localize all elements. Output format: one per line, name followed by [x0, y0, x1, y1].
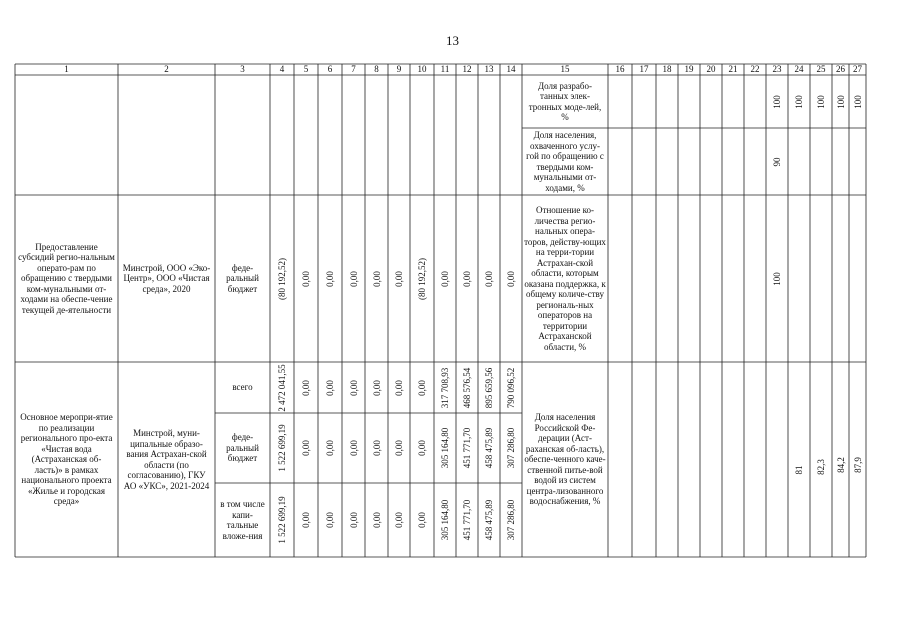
header-col-15	[522, 64, 608, 75]
water-value-r0-col-13: 895 659,56	[484, 367, 494, 408]
value-c26-water: 84,2	[835, 457, 846, 473]
indicator-regional-operators	[524, 195, 606, 362]
header-col-10	[410, 64, 434, 75]
header-col-5	[294, 64, 318, 75]
water-value-r2-col-5: 0,00	[301, 512, 311, 528]
header-col-20-text: 20	[706, 64, 716, 75]
water-value-r1-col-4: 1 522 699,19	[277, 424, 287, 472]
header-col-8-text: 8	[374, 64, 379, 75]
source-federal-budget-text: феде-ральный бюджет	[226, 262, 259, 294]
water-value-r2-col-11: 305 164,80	[440, 499, 450, 541]
header-col-21	[722, 64, 744, 75]
water-value-r2-col-7: 0,00	[348, 512, 359, 528]
header-col-12	[456, 64, 478, 75]
page-number: 13	[446, 33, 459, 48]
header-col-2	[118, 64, 215, 75]
subsidy-value-col-9: 0,00	[394, 270, 404, 287]
indicator-drinking-water-text: Доля населения Российской Фе-дерации (Аст-раханская об-ласть), обеспе-ченного каче-ственной питье-вой водой из систем центра-лизованного водоснабжения, %	[524, 412, 606, 507]
header-col-2-text: 2	[164, 64, 169, 75]
header-col-14	[500, 64, 522, 75]
header-col-22-text: 22	[750, 64, 760, 75]
water-value-r2-col-9: 0,00	[394, 512, 404, 528]
executor-subsidies	[121, 195, 212, 362]
header-col-3-text: 3	[240, 64, 245, 75]
subsidy-value-col-12: 0,00	[462, 270, 472, 287]
header-col-23	[766, 64, 788, 75]
water-value-r2-col-10: 0,00	[417, 512, 427, 528]
indicator-electronic-models	[524, 75, 606, 128]
source-row-1-text: феде-ральный бюджет	[226, 432, 259, 464]
water-value-r1-col-6: 0,00	[325, 440, 335, 456]
subsidy-value-col-5: 0,00	[301, 270, 311, 287]
header-col-27-text: 27	[853, 64, 862, 75]
header-col-1	[15, 64, 118, 75]
value-c26-electronic-models: 100	[835, 94, 846, 109]
header-col-12-text: 12	[462, 64, 472, 75]
subsidy-value-col-11: 0,00	[440, 270, 450, 287]
executor-clean-water-text: Минстрой, муни-ципальные образо-вания Астрахан-ской области (по согласованию), ГКУ АО «УКС», 2021-2024	[123, 428, 210, 491]
water-value-r2-col-12: 451 771,70	[462, 499, 472, 541]
source-row-2	[217, 483, 268, 557]
source-row-0-text: всего	[232, 382, 253, 393]
subsidy-value-col-8: 0,00	[371, 270, 382, 287]
activity-clean-water	[18, 362, 115, 557]
value-c24-electronic-models: 100	[794, 94, 804, 109]
header-col-16-text: 16	[615, 64, 625, 75]
header-col-9-text: 9	[396, 64, 402, 75]
header-col-3	[215, 64, 270, 75]
value-c25-water: 82,3	[816, 459, 826, 475]
water-value-r2-col-6: 0,00	[325, 512, 335, 528]
header-col-6-text: 6	[327, 64, 333, 75]
header-col-16	[608, 64, 632, 75]
value-c25-electronic-models: 100	[816, 94, 826, 109]
source-row-1	[217, 413, 268, 483]
header-col-24	[788, 64, 810, 75]
header-col-24-text: 24	[794, 64, 804, 75]
header-col-14-text: 14	[506, 64, 516, 75]
header-col-13-text: 13	[484, 64, 494, 75]
water-value-r0-col-11: 317 708,93	[440, 367, 450, 408]
subsidy-value-col-10: (80 192,52)	[417, 257, 427, 300]
header-col-7	[342, 64, 365, 75]
water-value-r0-col-8: 0,00	[371, 379, 382, 396]
subsidy-value-col-13: 0,00	[484, 270, 494, 287]
header-col-23-text: 23	[772, 64, 782, 75]
header-col-17-text: 17	[639, 64, 649, 75]
water-value-r2-col-4: 1 522 699,19	[277, 496, 287, 544]
water-value-r1-col-12: 451 771,70	[462, 427, 472, 469]
water-value-r0-col-4: 2 472 041,55	[277, 363, 287, 412]
header-col-9	[388, 64, 410, 75]
executor-clean-water	[121, 362, 212, 557]
header-col-25-text: 25	[816, 64, 826, 75]
indicator-regional-operators-text: Отношение ко-личества регио-нальных опера-торов, действу-ющих на терри-тории Астрахан-ской области, которым оказана поддержка, к общему количе-ству региональ-ных операторов на территории Астраханской области, %	[524, 205, 606, 352]
value-c23-regional-operators: 100	[772, 271, 782, 286]
water-value-r0-col-12: 468 576,54	[462, 367, 472, 408]
header-col-11-text: 11	[440, 64, 450, 75]
header-col-20	[700, 64, 722, 75]
value-c23-electronic-models: 100	[772, 94, 782, 109]
executor-subsidies-text: Минстрой, ООО «Эко-Центр», ООО «Чистая среда», 2020	[122, 262, 211, 294]
header-col-15-text: 15	[560, 64, 570, 75]
header-col-18	[656, 64, 678, 75]
water-value-r1-col-13: 458 475,89	[484, 427, 494, 469]
water-value-r2-col-13: 458 475,89	[484, 499, 494, 541]
activity-clean-water-text: Основное меропри-ятие по реализации регионального про-екта «Чистая вода (Астраханская об-ласть)» в рамках национального проекта «Жилье и городская среда»	[20, 412, 113, 507]
water-value-r2-col-14: 307 286,80	[506, 499, 516, 541]
header-col-25	[810, 64, 832, 75]
water-value-r1-col-7: 0,00	[348, 440, 359, 456]
header-col-26	[832, 64, 849, 75]
value-c27-water: 87,9	[852, 457, 863, 473]
water-value-r0-col-7: 0,00	[348, 379, 359, 396]
indicator-solid-waste-coverage-text: Доля населения, охваченного услу-гой по обращению с твердыми ком-мунальными от-ходами, %	[526, 130, 604, 193]
header-col-5-text: 5	[303, 64, 309, 75]
header-col-22	[744, 64, 766, 75]
subsidy-value-col-14: 0,00	[506, 270, 516, 287]
source-row-2-text: в том числе капи-тальные вложе-ния	[220, 499, 265, 541]
header-col-4	[270, 64, 294, 75]
header-col-6	[318, 64, 342, 75]
water-value-r1-col-8: 0,00	[371, 440, 382, 456]
indicator-solid-waste-coverage	[524, 128, 606, 195]
header-col-19-text: 19	[684, 64, 694, 75]
header-col-21-text: 21	[728, 64, 738, 75]
header-col-17	[632, 64, 656, 75]
header-col-19	[678, 64, 700, 75]
water-value-r0-col-6: 0,00	[325, 379, 335, 396]
source-federal-budget	[217, 195, 268, 362]
header-col-8	[365, 64, 388, 75]
header-col-18-text: 18	[662, 64, 672, 75]
water-value-r1-col-5: 0,00	[301, 440, 311, 456]
water-value-r0-col-10: 0,00	[417, 379, 427, 396]
value-c27-electronic-models: 100	[852, 94, 863, 109]
water-value-r2-col-8: 0,00	[371, 512, 382, 528]
water-value-r1-col-14: 307 286,80	[506, 427, 516, 469]
header-col-27	[849, 64, 866, 75]
header-col-11	[434, 64, 456, 75]
source-row-0	[217, 362, 268, 413]
water-value-r1-col-11: 305 164,80	[440, 427, 450, 469]
header-col-7-text: 7	[351, 64, 356, 75]
indicator-electronic-models-text: Доля разрабо-танных элек-тронных моде-лей, %	[528, 80, 602, 122]
value-c24-water: 81	[794, 465, 804, 475]
water-value-r1-col-9: 0,00	[394, 440, 404, 456]
water-value-r0-col-5: 0,00	[301, 379, 311, 396]
water-value-r0-col-14: 790 096,52	[506, 367, 516, 408]
subsidy-value-col-6: 0,00	[325, 270, 335, 287]
header-col-13	[478, 64, 500, 75]
indicator-drinking-water	[524, 362, 606, 557]
water-value-r1-col-10: 0,00	[417, 440, 427, 456]
activity-subsidies	[18, 195, 115, 362]
activity-subsidies-text: Предоставление субсидий регио-нальным операто-рам по обращению с твердыми ком-мунальными от-ходами на обеспе-чение текущей де-ятельности	[18, 241, 115, 315]
header-col-4-text: 4	[279, 64, 285, 75]
header-col-1-text: 1	[64, 64, 69, 75]
header-col-26-text: 26	[836, 64, 845, 75]
water-value-r0-col-9: 0,00	[394, 379, 404, 396]
subsidy-value-col-7: 0,00	[348, 270, 359, 287]
header-col-10-text: 10	[417, 64, 427, 75]
subsidy-value-col-4: (80 192,52)	[277, 257, 287, 300]
value-c23-waste-coverage: 90	[772, 157, 782, 166]
